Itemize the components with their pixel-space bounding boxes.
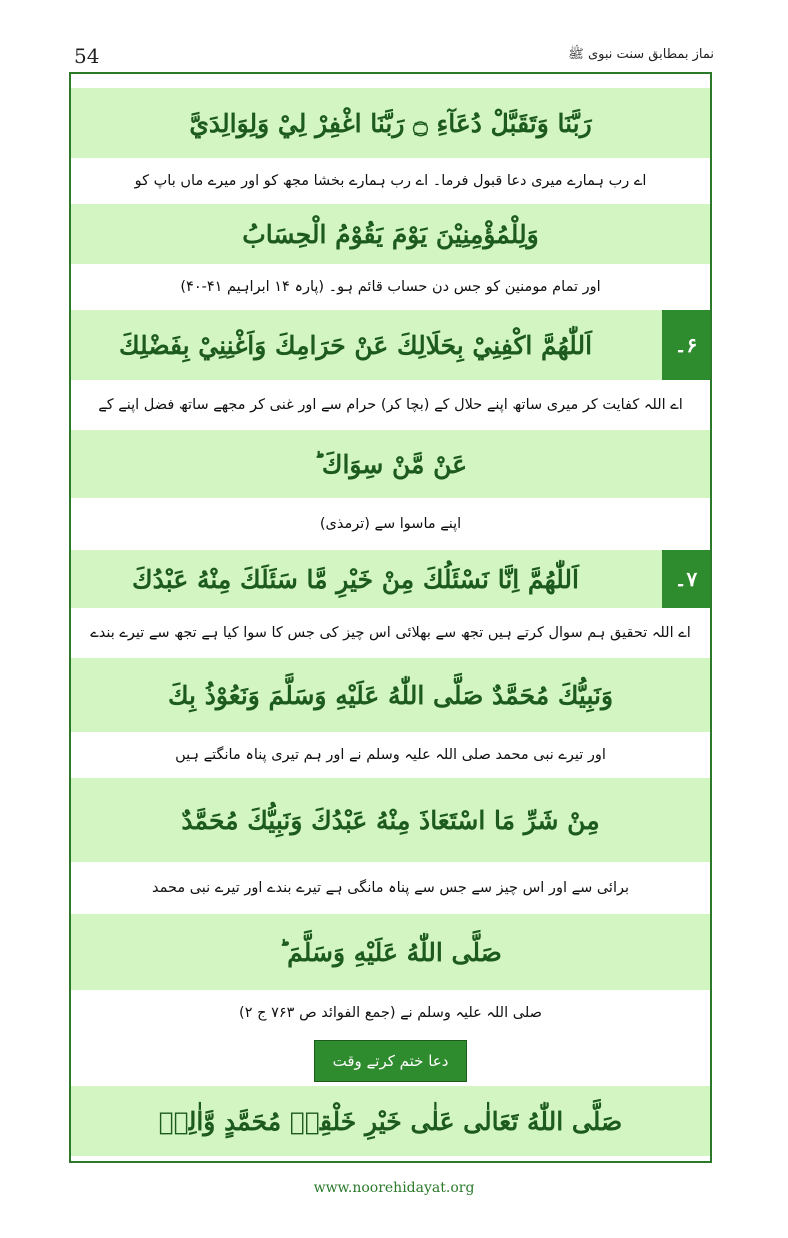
arabic-text: صَلَّى اللّٰهُ عَلَيْهِ وَسَلَّمَ ؕ — [279, 937, 502, 967]
arabic-text: اَللّٰهُمَّ اكْفِنِيْ بِحَلَالِكَ عَنْ حَرَامِكَ وَاَغْنِنِيْ بِفَضْلِكَ — [118, 330, 593, 360]
urdu-row-3 — [71, 380, 710, 430]
urdu-row-1 — [71, 158, 710, 204]
arabic-text: وَلِلْمُؤْمِنِيْنَ يَوْمَ يَقُوْمُ الْحِسَابُ — [242, 219, 539, 249]
urdu-row-2 — [71, 264, 710, 310]
urdu-text: برائی سے اور اس چیز سے جس سے پناہ مانگی ہے تیرے بندے اور تیرے نبی محمد — [151, 880, 630, 896]
arabic-text: رَبَّنَا وَتَقَبَّلْ دُعَآءِ ۝ رَبَّنَا اغْفِرْ لِيْ وَلِوَالِدَيَّ — [189, 108, 592, 138]
urdu-row-4 — [71, 498, 710, 550]
urdu-text: اپنے ماسوا سے (ترمذی) — [319, 516, 462, 532]
urdu-text: اے اللہ کفایت کر میری ساتھ اپنے حلال کے (بچا کر) حرام سے اور غنی کر مجھے ساتھ فضل اپنے کے — [98, 397, 683, 413]
arabic-row-7 — [71, 778, 710, 862]
arabic-text: وَنَبِيُّكَ مُحَمَّدٌ صَلَّى اللّٰهُ عَلَيْهِ وَسَلَّمَ وَنَعُوْذُ بِكَ — [167, 680, 614, 710]
urdu-text: صلی اللہ علیہ وسلم نے (جمع الفوائد ص ۷۶۳ ج ۲) — [239, 1005, 542, 1021]
arabic-row-4 — [71, 430, 710, 498]
arabic-row-2 — [71, 204, 710, 264]
arabic-row-8 — [71, 914, 710, 990]
arabic-row-5 — [71, 550, 710, 608]
item-number-6: ۶۔ — [662, 310, 710, 380]
content-frame — [69, 72, 712, 1163]
page-number: 54 — [74, 44, 100, 68]
urdu-text: اور تمام مومنین کو جس دن حساب قائم ہو۔ (پارہ ۱۴ ابراہیم ۴۱-۴۰) — [180, 279, 601, 295]
urdu-row-5 — [71, 608, 710, 658]
arabic-text: مِنْ شَرِّ مَا اسْتَعَاذَ مِنْهُ عَبْدُكَ وَنَبِيُّكَ مُحَمَّدٌ — [181, 805, 600, 835]
arabic-row-1 — [71, 88, 710, 158]
urdu-text: اے اللہ تحقیق ہم سوال کرتے ہیں تجھ سے بھلائی اس چیز کی جس کا سوا کیا ہے تجھ سے تیرے بندے — [90, 625, 691, 641]
arabic-text: صَلَّى اللّٰهُ تَعَالٰى عَلٰى خَيْرِ خَلْقِهٖ مُحَمَّدٍ وَّاٰلِهٖ — [158, 1106, 623, 1136]
footer-website-url: www.noorehidayat.org — [313, 1180, 475, 1196]
running-title: نماز بمطابق سنت نبوی ﷺ — [568, 47, 714, 62]
arabic-text: عَنْ مَّنْ سِوَاكَ ؕ — [313, 449, 468, 479]
urdu-row-6 — [71, 732, 710, 778]
urdu-row-7 — [71, 862, 710, 914]
section-label: دعا ختم کرتے وقت — [314, 1040, 468, 1082]
arabic-text: اَللّٰهُمَّ اِنَّا نَسْئَلُكَ مِنْ خَيْرِ مَّا سَئَلَكَ مِنْهُ عَبْدُكَ — [132, 564, 579, 594]
item-number-7: ۷۔ — [662, 550, 710, 608]
urdu-row-8 — [71, 990, 710, 1036]
arabic-row-6 — [71, 658, 710, 732]
arabic-row-9 — [71, 1086, 710, 1156]
urdu-text: اور تیرے نبی محمد صلی اللہ علیہ وسلم نے اور ہم تیری پناہ مانگتے ہیں — [175, 747, 606, 763]
urdu-text: اے رب ہمارے میری دعا قبول فرما۔ اے رب ہمارے بخشا مجھ کو اور میرے ماں باپ کو — [134, 173, 647, 189]
section-label-row — [71, 1036, 710, 1086]
arabic-row-3 — [71, 310, 710, 380]
